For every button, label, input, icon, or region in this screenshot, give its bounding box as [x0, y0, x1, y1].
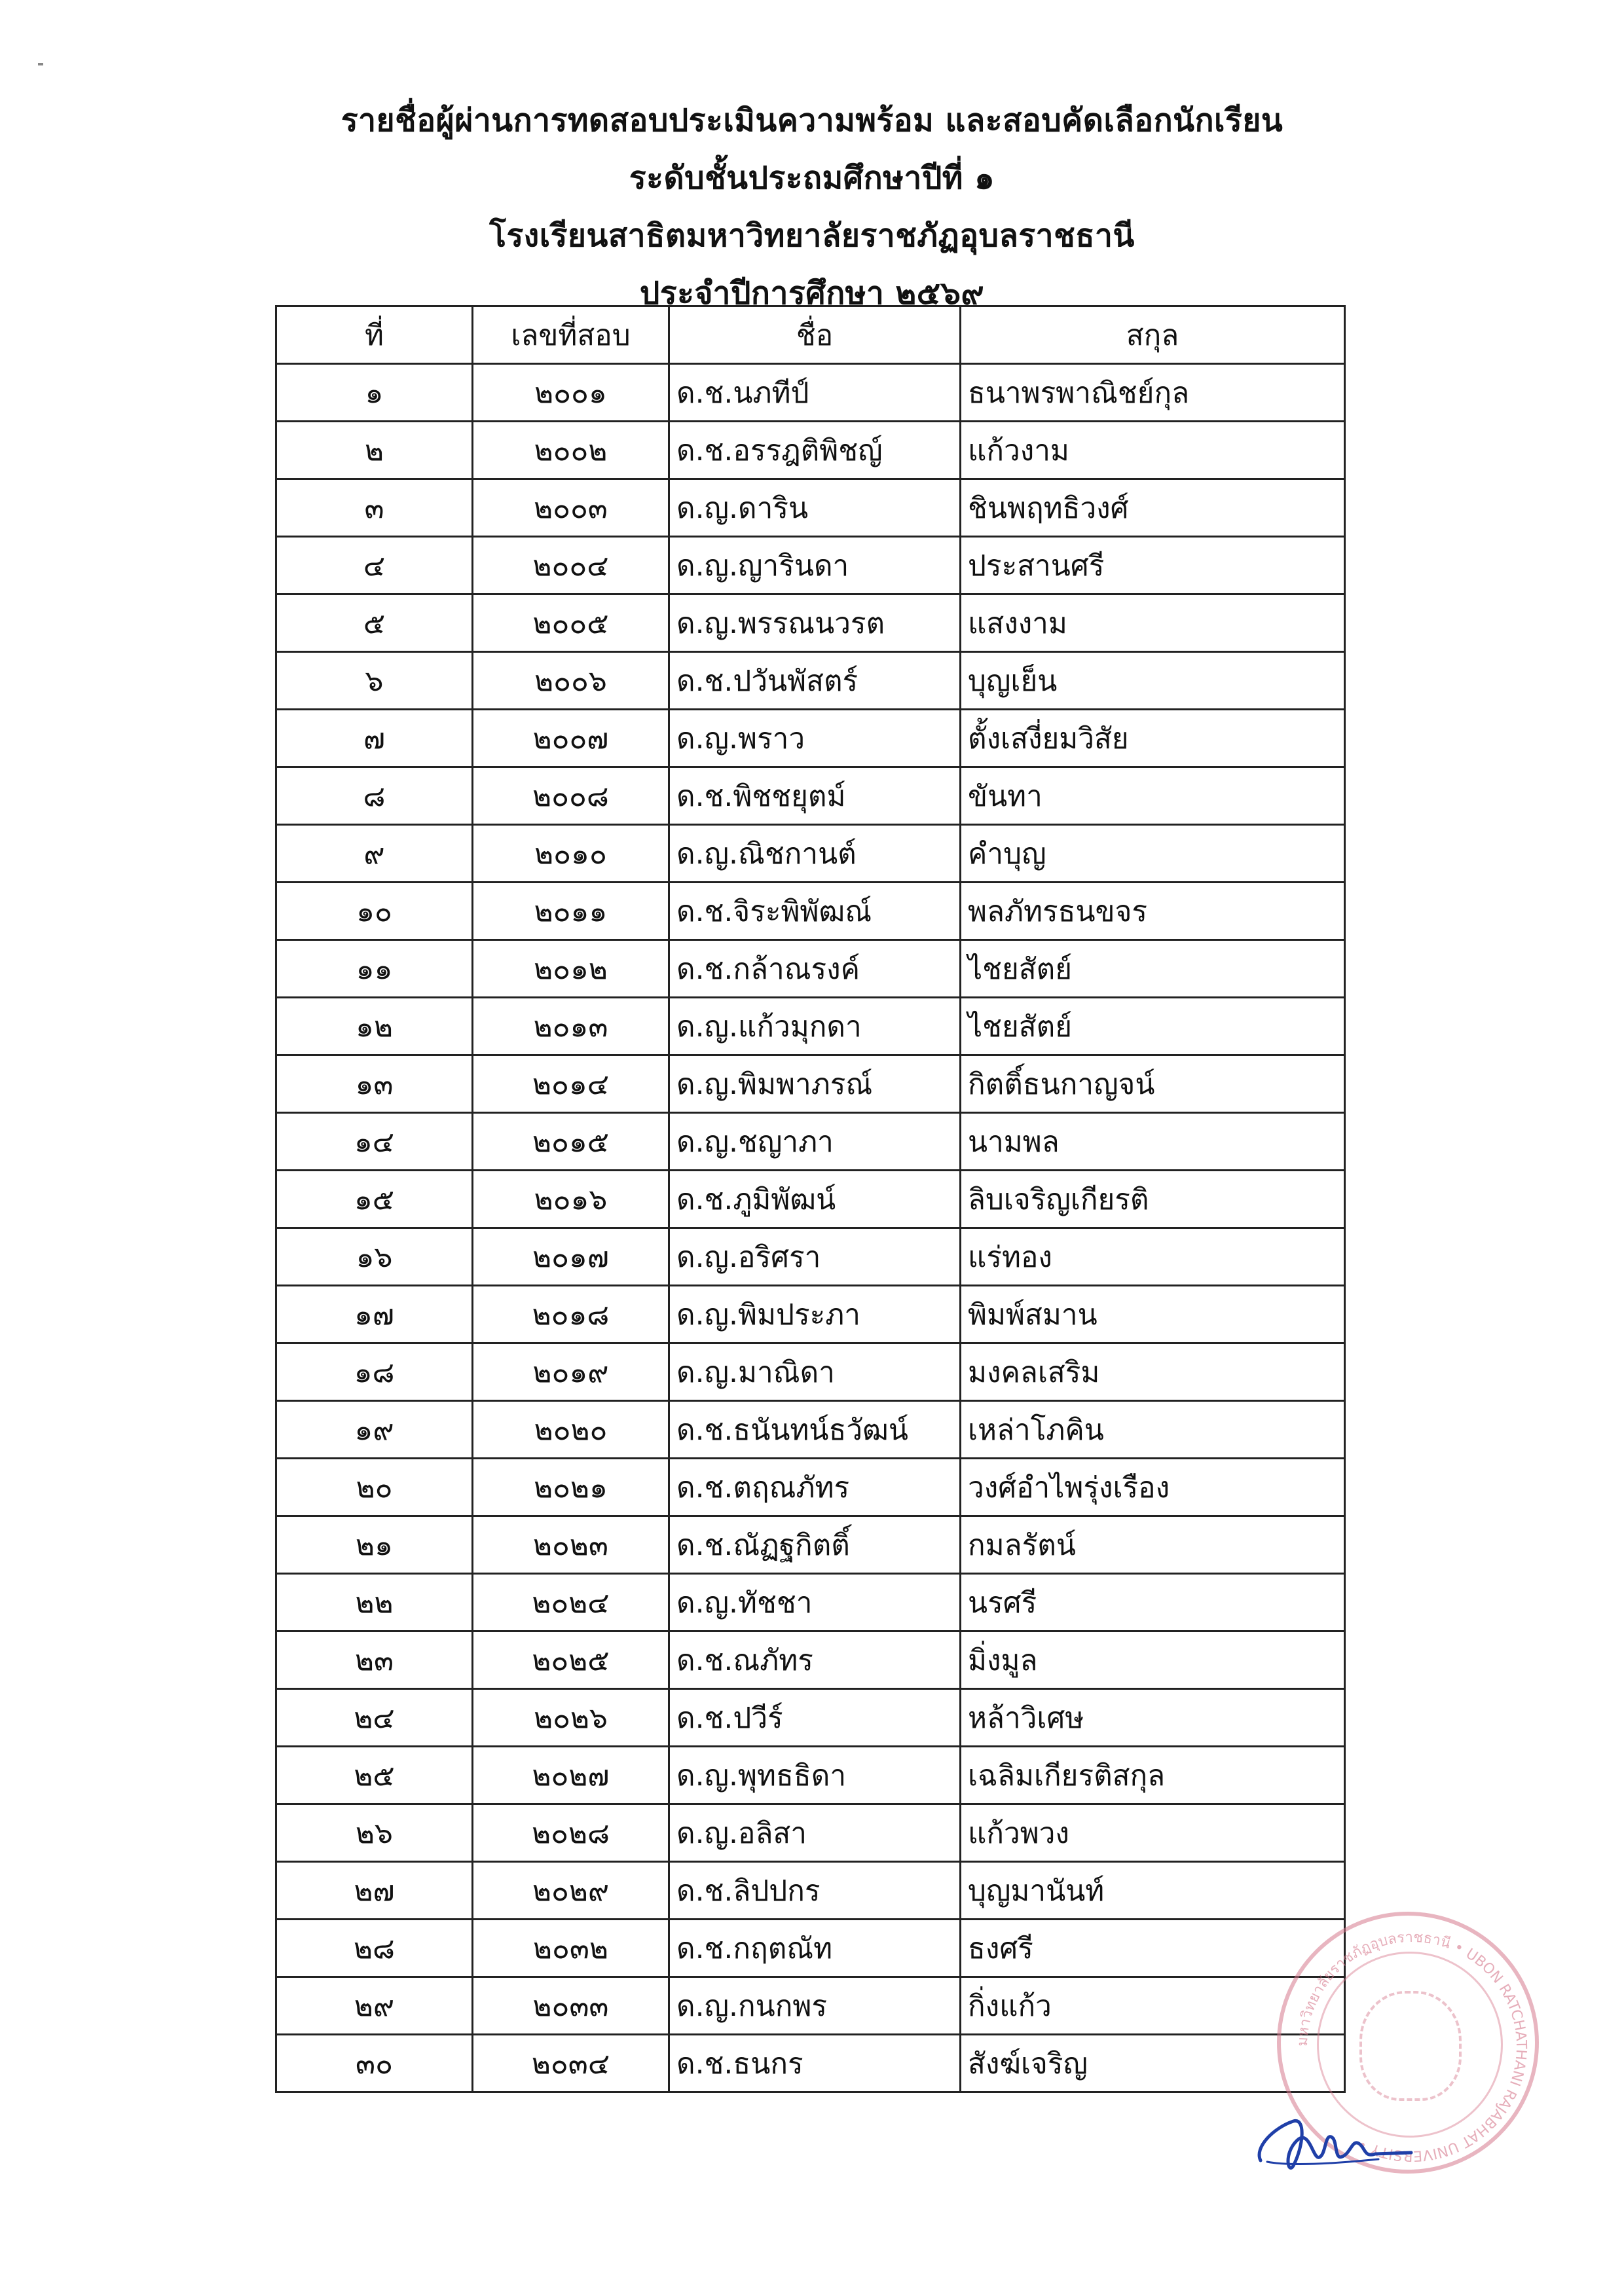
table-row: [276, 479, 1345, 537]
title-line-2: ระดับชั้นประถมศึกษาปีที่ ๑: [629, 160, 995, 196]
first-name-cell: ด.ช.กล้าณรงค์: [669, 940, 961, 998]
row-number-cell: ๒๑: [276, 1516, 473, 1574]
row-number-cell: ๓: [276, 479, 473, 537]
first-name-cell: ด.ช.ธนันทน์ธวัฒน์: [669, 1401, 961, 1459]
row-number-cell: ๑: [276, 364, 473, 422]
surname-cell: บุญเย็น: [961, 652, 1345, 710]
passed-students-table: [275, 305, 1346, 2093]
row-number-cell: ๑๑: [276, 940, 473, 998]
table-row: [276, 1689, 1345, 1747]
first-name-cell: ด.ญ.มาณิดา: [669, 1343, 961, 1401]
row-number-cell: ๘: [276, 767, 473, 825]
table-row: [276, 652, 1345, 710]
table-row: [276, 1516, 1345, 1574]
first-name-cell: ด.ญ.อลิสา: [669, 1804, 961, 1862]
table-row: [276, 825, 1345, 883]
first-name-cell: ด.ญ.แก้วมุกดา: [669, 998, 961, 1055]
table-row: [276, 364, 1345, 422]
surname-cell: พิมพ์สมาน: [961, 1286, 1345, 1343]
surname-cell: ตั้งเสงี่ยมวิสัย: [961, 710, 1345, 767]
surname-cell: นรศรี: [961, 1574, 1345, 1631]
table-row: [276, 1977, 1345, 2035]
surname-cell: กิตติ์ธนกาญจน์: [961, 1055, 1345, 1113]
row-number-cell: ๒๔: [276, 1689, 473, 1747]
first-name-cell: ด.ญ.ญารินดา: [669, 537, 961, 594]
header-number: ที่: [276, 306, 473, 364]
row-number-cell: ๕: [276, 594, 473, 652]
table-row: [276, 1574, 1345, 1631]
first-name-cell: ด.ช.ปวีร์: [669, 1689, 961, 1747]
row-number-cell: ๑๙: [276, 1401, 473, 1459]
first-name-cell: ด.ช.อรรฎติพิชญ์: [669, 422, 961, 479]
row-number-cell: ๒๓: [276, 1631, 473, 1689]
first-name-cell: ด.ญ.พราว: [669, 710, 961, 767]
row-number-cell: ๒๙: [276, 1977, 473, 2035]
exam-id-cell: ๒๐๐๒: [473, 422, 669, 479]
surname-cell: มงคลเสริม: [961, 1343, 1345, 1401]
surname-cell: ธนาพรพาณิชย์กุล: [961, 364, 1345, 422]
row-number-cell: ๑๔: [276, 1113, 473, 1171]
table-row: [276, 710, 1345, 767]
surname-cell: ธงศรี: [961, 1920, 1345, 1977]
surname-cell: เฉลิมเกียรติสกุล: [961, 1747, 1345, 1804]
surname-cell: แร่ทอง: [961, 1228, 1345, 1286]
exam-id-cell: ๒๐๑๑: [473, 883, 669, 940]
row-number-cell: ๓๐: [276, 2035, 473, 2092]
surname-cell: ลิบเจริญเกียรติ: [961, 1171, 1345, 1228]
table-row: [276, 537, 1345, 594]
row-number-cell: ๑๒: [276, 998, 473, 1055]
exam-id-cell: ๒๐๒๙: [473, 1862, 669, 1920]
title-line-1: รายชื่อผู้ผ่านการทดสอบประเมินความพร้อม และสอบคัดเลือกนักเรียน: [341, 102, 1283, 139]
row-number-cell: ๑๖: [276, 1228, 473, 1286]
surname-cell: วงศ์อำไพรุ่งเรือง: [961, 1459, 1345, 1516]
surname-cell: พลภัทรธนขจร: [961, 883, 1345, 940]
exam-id-cell: ๒๐๓๔: [473, 2035, 669, 2092]
table-body: [276, 364, 1345, 2092]
first-name-cell: ด.ญ.กนกพร: [669, 1977, 961, 2035]
row-number-cell: ๗: [276, 710, 473, 767]
surname-cell: แก้วงาม: [961, 422, 1345, 479]
exam-id-cell: ๒๐๑๔: [473, 1055, 669, 1113]
first-name-cell: ด.ช.พิชชยุตม์: [669, 767, 961, 825]
exam-id-cell: ๒๐๐๓: [473, 479, 669, 537]
first-name-cell: ด.ญ.ดาริน: [669, 479, 961, 537]
exam-id-cell: ๒๐๐๘: [473, 767, 669, 825]
surname-cell: ไชยสัตย์: [961, 940, 1345, 998]
row-number-cell: ๑๗: [276, 1286, 473, 1343]
surname-cell: ขันทา: [961, 767, 1345, 825]
row-number-cell: ๙: [276, 825, 473, 883]
header-first-name: ชื่อ: [669, 306, 961, 364]
surname-cell: แสงงาม: [961, 594, 1345, 652]
row-number-cell: ๒๕: [276, 1747, 473, 1804]
first-name-cell: ด.ญ.พิมพาภรณ์: [669, 1055, 961, 1113]
row-number-cell: ๒๖: [276, 1804, 473, 1862]
first-name-cell: ด.ญ.พิมประภา: [669, 1286, 961, 1343]
table-row: [276, 883, 1345, 940]
table-row: [276, 1459, 1345, 1516]
row-number-cell: ๒๒: [276, 1574, 473, 1631]
first-name-cell: ด.ช.กฤตณัท: [669, 1920, 961, 1977]
exam-id-cell: ๒๐๐๖: [473, 652, 669, 710]
first-name-cell: ด.ญ.ทัชชา: [669, 1574, 961, 1631]
surname-cell: กมลรัตน์: [961, 1516, 1345, 1574]
row-number-cell: ๒๐: [276, 1459, 473, 1516]
surname-cell: กิ่งแก้ว: [961, 1977, 1345, 2035]
exam-id-cell: ๒๐๑๕: [473, 1113, 669, 1171]
first-name-cell: ด.ช.ตฤณภัทร: [669, 1459, 961, 1516]
surname-cell: คำบุญ: [961, 825, 1345, 883]
exam-id-cell: ๒๐๑๘: [473, 1286, 669, 1343]
table-row: [276, 1804, 1345, 1862]
exam-id-cell: ๒๐๑๖: [473, 1171, 669, 1228]
first-name-cell: ด.ช.ปวันพัสตร์: [669, 652, 961, 710]
title-line-3: โรงเรียนสาธิตมหาวิทยาลัยราชภัฏอุบลราชธานี: [489, 217, 1135, 254]
row-number-cell: ๔: [276, 537, 473, 594]
first-name-cell: ด.ช.นภทีป์: [669, 364, 961, 422]
row-number-cell: ๑๘: [276, 1343, 473, 1401]
handwritten-signature: [1247, 2088, 1418, 2187]
table-row: [276, 1171, 1345, 1228]
surname-cell: นามพล: [961, 1113, 1345, 1171]
exam-id-cell: ๒๐๒๕: [473, 1631, 669, 1689]
exam-id-cell: ๒๐๐๗: [473, 710, 669, 767]
title-line-4: ประจำปีการศึกษา ๒๕๖๙: [639, 275, 985, 312]
table-row: [276, 1113, 1345, 1171]
first-name-cell: ด.ช.ณัฏฐกิตติ์: [669, 1516, 961, 1574]
first-name-cell: ด.ญ.ณิชกานต์: [669, 825, 961, 883]
table-row: [276, 998, 1345, 1055]
header-surname: สกุล: [961, 306, 1345, 364]
exam-id-cell: ๒๐๑๐: [473, 825, 669, 883]
table-row: [276, 1286, 1345, 1343]
table-row: [276, 422, 1345, 479]
row-number-cell: ๒๘: [276, 1920, 473, 1977]
exam-id-cell: ๒๐๓๓: [473, 1977, 669, 2035]
exam-id-cell: ๒๐๑๙: [473, 1343, 669, 1401]
table-row: [276, 594, 1345, 652]
document-title: [0, 92, 1624, 322]
first-name-cell: ด.ช.จิระพิพัฒณ์: [669, 883, 961, 940]
row-number-cell: ๖: [276, 652, 473, 710]
exam-id-cell: ๒๐๐๑: [473, 364, 669, 422]
scan-mark: [38, 63, 43, 65]
surname-cell: หล้าวิเศษ: [961, 1689, 1345, 1747]
exam-id-cell: ๒๐๐๕: [473, 594, 669, 652]
first-name-cell: ด.ช.ลิปปกร: [669, 1862, 961, 1920]
exam-id-cell: ๒๐๒๖: [473, 1689, 669, 1747]
row-number-cell: ๑๐: [276, 883, 473, 940]
header-exam-id: เลขที่สอบ: [473, 306, 669, 364]
exam-id-cell: ๒๐๑๓: [473, 998, 669, 1055]
first-name-cell: ด.ญ.พรรณนวรต: [669, 594, 961, 652]
surname-cell: เหล่าโภคิน: [961, 1401, 1345, 1459]
table-row: [276, 1228, 1345, 1286]
table-row: [276, 767, 1345, 825]
svg-text:มหาวิทยาลัยราชภัฏอุบลราชธานี •: มหาวิทยาลัยราชภัฏอุบลราชธานี • UBON RATCHATHANI RAJABHAT UNIVERSITY •: [1294, 1929, 1530, 2164]
table-row: [276, 1747, 1345, 1804]
surname-cell: สังฆ์เจริญ: [961, 2035, 1345, 2092]
table-row: [276, 2035, 1345, 2092]
table-header-row: [276, 306, 1345, 364]
exam-id-cell: ๒๐๐๔: [473, 537, 669, 594]
row-number-cell: ๒: [276, 422, 473, 479]
row-number-cell: ๑๓: [276, 1055, 473, 1113]
surname-cell: แก้วพวง: [961, 1804, 1345, 1862]
exam-id-cell: ๒๐๒๗: [473, 1747, 669, 1804]
table-row: [276, 1920, 1345, 1977]
surname-cell: ไชยสัตย์: [961, 998, 1345, 1055]
exam-id-cell: ๒๐๓๒: [473, 1920, 669, 1977]
table-row: [276, 1862, 1345, 1920]
first-name-cell: ด.ช.ภูมิพัฒน์: [669, 1171, 961, 1228]
first-name-cell: ด.ช.ธนกร: [669, 2035, 961, 2092]
row-number-cell: ๑๕: [276, 1171, 473, 1228]
first-name-cell: ด.ญ.พุทธธิดา: [669, 1747, 961, 1804]
exam-id-cell: ๒๐๒๑: [473, 1459, 669, 1516]
first-name-cell: ด.ญ.อริศรา: [669, 1228, 961, 1286]
exam-id-cell: ๒๐๑๒: [473, 940, 669, 998]
exam-id-cell: ๒๐๒๐: [473, 1401, 669, 1459]
exam-id-cell: ๒๐๒๔: [473, 1574, 669, 1631]
surname-cell: ประสานศรี: [961, 537, 1345, 594]
table-row: [276, 1631, 1345, 1689]
table-row: [276, 1343, 1345, 1401]
table-row: [276, 940, 1345, 998]
exam-id-cell: ๒๐๑๗: [473, 1228, 669, 1286]
first-name-cell: ด.ญ.ชญาภา: [669, 1113, 961, 1171]
table-row: [276, 1055, 1345, 1113]
surname-cell: ชินพฤทธิวงศ์: [961, 479, 1345, 537]
first-name-cell: ด.ช.ณภัทร: [669, 1631, 961, 1689]
exam-id-cell: ๒๐๒๓: [473, 1516, 669, 1574]
row-number-cell: ๒๗: [276, 1862, 473, 1920]
surname-cell: มิ่งมูล: [961, 1631, 1345, 1689]
surname-cell: บุญมานันท์: [961, 1862, 1345, 1920]
exam-id-cell: ๒๐๒๘: [473, 1804, 669, 1862]
table-row: [276, 1401, 1345, 1459]
